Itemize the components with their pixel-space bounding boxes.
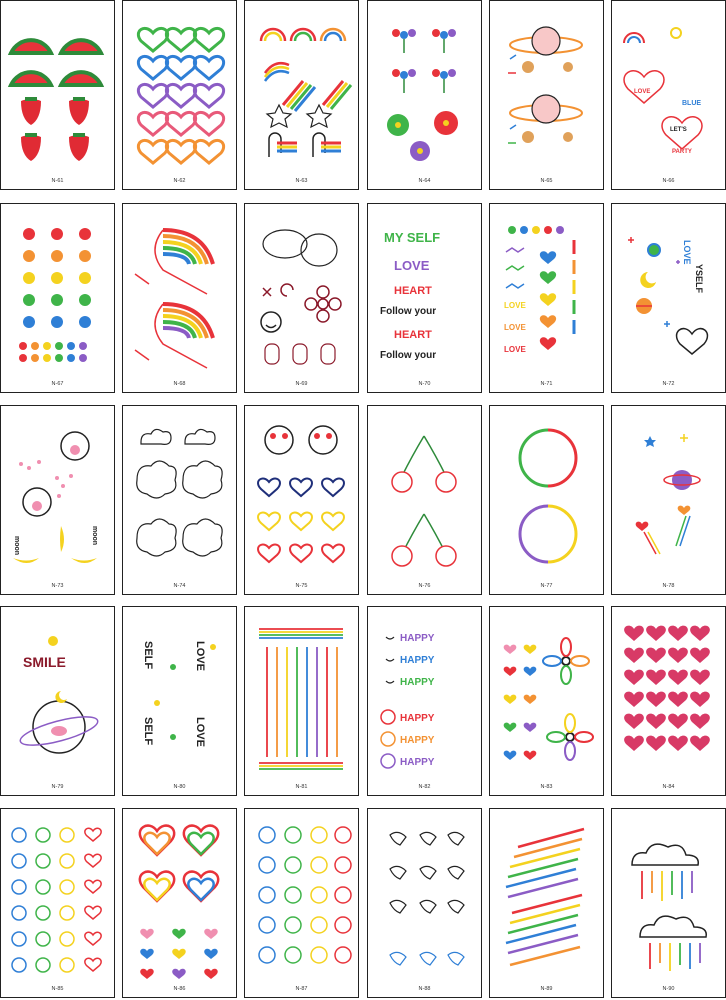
love-text-3: LOVE <box>504 345 526 354</box>
sheet-label: N-81 <box>295 784 308 790</box>
sheet-n87 <box>244 808 359 998</box>
follow-text-2: Follow your <box>380 350 437 361</box>
sheet-n82 <box>367 606 482 796</box>
space-self-art <box>612 204 724 378</box>
happy-text: HAPPY <box>400 633 435 644</box>
smiley-circle-icon <box>381 710 395 768</box>
rainbow-heart-art <box>123 204 235 378</box>
love-hearts-art <box>490 204 602 378</box>
love-text: LOVE <box>682 240 692 265</box>
sheet-label: N-64 <box>418 178 431 184</box>
flower-bouquet-icon <box>392 29 456 93</box>
moon-icon <box>640 272 656 288</box>
words-art <box>368 204 480 378</box>
love-text-2: LOVE <box>504 323 526 332</box>
sheet-label: N-75 <box>295 583 308 589</box>
bear-planet-art <box>490 1 602 175</box>
sheet-n89 <box>489 808 604 998</box>
sheet-n71 <box>489 203 604 393</box>
moon-icon <box>55 691 67 703</box>
paw-icon <box>23 432 89 516</box>
rainbow-ring-icon <box>520 430 576 562</box>
sheet-label: N-74 <box>173 583 186 589</box>
red-hearts-art <box>612 607 724 781</box>
sheet-label: N-72 <box>662 381 675 387</box>
cherries-art <box>368 406 480 580</box>
flowers-hearts-art <box>490 607 602 781</box>
sheet-label: N-66 <box>662 178 675 184</box>
clouds-bears-art <box>123 406 235 580</box>
sheet-label: N-65 <box>540 178 553 184</box>
heart-icon <box>540 251 556 350</box>
dot-icon <box>19 228 91 362</box>
heart-trail-icon <box>636 506 691 554</box>
sheet-label: N-71 <box>540 381 553 387</box>
heart-outline-icon <box>624 71 702 149</box>
sheet-n83 <box>489 606 604 796</box>
sun-icon <box>671 28 681 38</box>
happy-text-2: HAPPY <box>400 655 435 666</box>
sheet-n61 <box>0 0 115 190</box>
sheet-label: N-83 <box>540 784 553 790</box>
love-text-2: LOVE <box>194 717 206 747</box>
happy-text-3: HAPPY <box>400 677 435 688</box>
cherry-icon <box>392 436 456 566</box>
face-circle-icon <box>259 827 351 963</box>
heart-outline-icon <box>258 478 344 562</box>
sheet-label: N-79 <box>51 784 64 790</box>
sheet-label: N-69 <box>295 381 308 387</box>
rainbow-icon <box>261 29 345 81</box>
sheet-label: N-78 <box>662 583 675 589</box>
heart-icon <box>624 626 710 751</box>
sheet-label: N-61 <box>51 178 64 184</box>
party-text: PARTY <box>672 149 692 155</box>
sheet-n62 <box>122 0 237 190</box>
sheet-n79 <box>0 606 115 796</box>
face-icon <box>508 226 564 234</box>
smiley-icon <box>48 636 58 646</box>
flower-icon <box>387 111 458 161</box>
paperclip-rainbow-icon <box>269 133 341 157</box>
rainbow-rings-art <box>490 406 602 580</box>
face-circles-art <box>245 809 357 983</box>
sheet-label: N-70 <box>418 381 431 387</box>
flower-outline-icon <box>543 638 593 760</box>
smiley-icon <box>261 312 281 332</box>
diagonal-lines-art <box>490 809 602 983</box>
lets-text: LET'S <box>670 127 687 133</box>
planet-icon <box>636 298 652 314</box>
sheet-n80 <box>122 606 237 796</box>
heart-outline-icon <box>85 828 101 971</box>
heart-text: HEART <box>394 285 432 297</box>
watermelon-strawberry-art <box>1 1 113 175</box>
happy-text-5: HAPPY <box>400 735 435 746</box>
sheet-n74 <box>122 405 237 595</box>
self-text: YSELF <box>694 264 704 294</box>
sheet-n67 <box>0 203 115 393</box>
bear-icon <box>263 230 337 266</box>
sheet-label: N-68 <box>173 381 186 387</box>
planet-hearts-art <box>612 406 724 580</box>
planet-icon <box>664 470 700 490</box>
myself-text: MY SELF <box>384 230 441 245</box>
sheet-label: N-84 <box>662 784 675 790</box>
heart-outline-icon <box>140 826 218 901</box>
heart-icon <box>504 645 537 760</box>
star-icon <box>644 434 688 447</box>
rainbow-line-icon <box>259 629 343 769</box>
bear-planet-icon <box>510 27 582 123</box>
sheet-n69 <box>244 203 359 393</box>
sheet-n88 <box>367 808 482 998</box>
doodles-art <box>612 1 724 175</box>
sheet-n64 <box>367 0 482 190</box>
love-text: LOVE <box>504 301 526 310</box>
cloud-icon <box>141 429 215 444</box>
sheet-n85 <box>0 808 115 998</box>
sheet-n63 <box>244 0 359 190</box>
sheet-label: N-80 <box>173 784 186 790</box>
sheet-n73 <box>0 405 115 595</box>
sheet-label: N-62 <box>173 178 186 184</box>
smiley-icon <box>386 637 394 683</box>
face-icon <box>265 426 337 454</box>
sheet-label: N-73 <box>51 583 64 589</box>
flower-outline-icon <box>305 286 341 322</box>
love-text: LOVE <box>634 89 651 95</box>
rainbow-hearts-art <box>123 1 235 175</box>
sheet-label: N-89 <box>540 986 553 992</box>
heart-icon <box>140 929 218 979</box>
happy-text-4: HAPPY <box>400 713 435 724</box>
face-circle-icon <box>12 828 74 972</box>
sheet-label: N-88 <box>418 986 431 992</box>
strawberry-icon <box>21 99 89 161</box>
moon-text: moon <box>13 536 20 556</box>
earth-icon <box>648 244 660 256</box>
self-text-2: SELF <box>142 717 154 746</box>
sheet-label: N-86 <box>173 986 186 992</box>
sheet-n68 <box>122 203 237 393</box>
sheet-n72 <box>611 203 726 393</box>
sheet-n76 <box>367 405 482 595</box>
cloud-icon <box>632 844 706 937</box>
faces-hearts-art <box>245 406 357 580</box>
bear-cloud-icon <box>137 461 222 556</box>
outline-hearts-art <box>123 809 235 983</box>
sheet-n90 <box>611 808 726 998</box>
love-text: LOVE <box>394 258 430 273</box>
rainbow-lines-art <box>245 607 357 781</box>
rain-clouds-art <box>612 809 724 983</box>
self-text: SELF <box>142 641 154 670</box>
sheet-n84 <box>611 606 726 796</box>
sheet-n66 <box>611 0 726 190</box>
flowers-art <box>368 1 480 175</box>
rainbow-icon <box>624 33 644 43</box>
paws-moon-art <box>1 406 113 580</box>
rainbow-star-art <box>245 1 357 175</box>
bear-doodles-art <box>245 204 357 378</box>
follow-text: Follow your <box>380 306 437 317</box>
sheet-label: N-87 <box>295 986 308 992</box>
sheet-label: N-63 <box>295 178 308 184</box>
sheet-n81 <box>244 606 359 796</box>
sheet-n77 <box>489 405 604 595</box>
self-love-art <box>123 607 235 781</box>
shooting-star-icon <box>267 81 351 127</box>
sheet-label: N-85 <box>51 986 64 992</box>
sheet-label: N-67 <box>51 381 64 387</box>
moon-text-2: moon <box>91 526 98 546</box>
sheet-label: N-77 <box>540 583 553 589</box>
sheet-label: N-90 <box>662 986 675 992</box>
paw-icon <box>265 344 335 364</box>
love-text: LOVE <box>194 641 206 671</box>
smile-text: SMILE <box>23 654 66 670</box>
heart-text-2: HEART <box>394 329 432 341</box>
hands-art <box>368 809 480 983</box>
moon-icon <box>13 526 97 563</box>
sheet-n70 <box>367 203 482 393</box>
hand-icon <box>390 952 464 965</box>
sheet-n78 <box>611 405 726 595</box>
rainbow-line-icon <box>506 829 584 965</box>
sheet-n86 <box>122 808 237 998</box>
blue-text: BLUE <box>682 100 702 107</box>
smile-pig-art <box>1 607 113 781</box>
emoji-faces-art <box>1 809 113 983</box>
sheet-n65 <box>489 0 604 190</box>
heart-icon <box>138 28 223 163</box>
sheet-label: N-76 <box>418 583 431 589</box>
sheet-label: N-82 <box>418 784 431 790</box>
happy-art <box>368 607 480 781</box>
happy-text-6: HAPPY <box>400 757 435 768</box>
pig-icon <box>18 701 100 753</box>
watermelon-icon <box>11 40 101 85</box>
color-dots-art <box>1 204 113 378</box>
heart-outline-icon <box>677 329 708 354</box>
hand-icon <box>390 832 464 913</box>
sheet-n75 <box>244 405 359 595</box>
